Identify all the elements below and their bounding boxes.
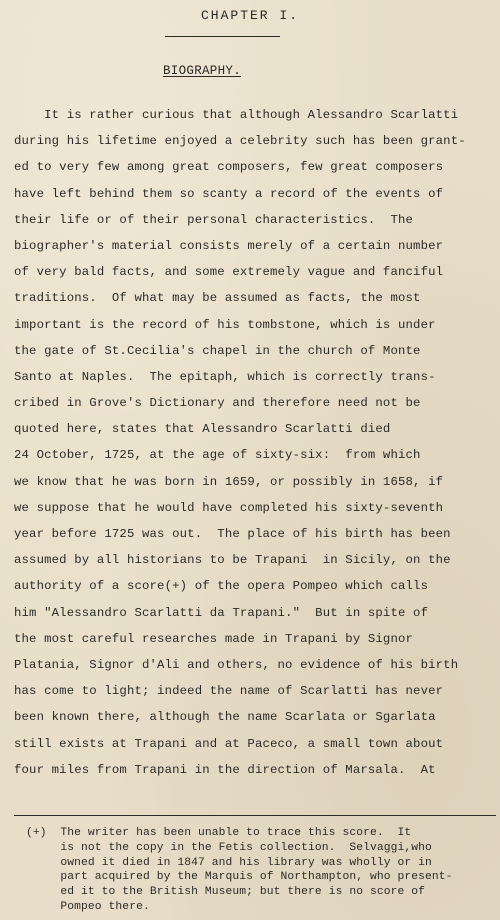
body-line: the most careful researches made in Trapani by Signor <box>14 631 414 646</box>
body-line: we suppose that he would have completed his sixty-seventh <box>14 500 444 515</box>
body-line: ed to very few among great composers, few great composers <box>14 160 444 175</box>
body-line: cribed in Grove's Dictionary and therefore need not be <box>14 396 421 411</box>
body-line: biographer's material consists merely of a certain number <box>14 238 444 253</box>
body-line: Santo at Naples. The epitaph, which is correctly trans- <box>14 369 436 384</box>
chapter-heading: CHAPTER I. <box>200 8 299 23</box>
footnote-divider <box>14 815 496 816</box>
section-title: BIOGRAPHY. <box>163 64 242 78</box>
footnote-line: is not the copy in the Fetis collection. Selvaggi,who <box>26 841 432 854</box>
footnote-line: part acquired by the Marquis of Northampton, who present- <box>26 871 453 884</box>
body-line: 24 October, 1725, at the age of sixty-six: from which <box>14 448 421 463</box>
body-line: still exists at Trapani and at Paceco, a small town about <box>14 736 444 751</box>
body-line: their life or of their personal characteristics. The <box>14 212 414 227</box>
footnote <box>26 826 496 915</box>
footnote-line: Pompeo there. <box>26 900 150 913</box>
body-line: four miles from Trapani in the direction of Marsala. At <box>14 762 436 777</box>
body-line: assumed by all historians to be Trapani in Sicily, on the <box>14 553 451 568</box>
body-line: has come to light; indeed the name of Scarlatti has never <box>14 684 444 699</box>
body-paragraph <box>14 102 494 783</box>
body-line: during his lifetime enjoyed a celebrity such has been grant- <box>14 134 466 149</box>
body-line: important is the record of his tombstone, which is under <box>14 317 436 332</box>
body-line: Platania, Signor d'Ali and others, no evidence of his birth <box>14 657 459 672</box>
body-line: It is rather curious that although Alessandro Scarlatti <box>14 108 459 122</box>
footnote-line: owned it died in 1847 and his library was wholly or in <box>26 856 432 869</box>
body-line: been known there, although the name Scarlata or Sgarlata <box>14 710 436 725</box>
body-line: traditions. Of what may be assumed as facts, the most <box>14 291 421 306</box>
footnote-line: ed it to the British Museum; but there is no score of <box>26 886 425 899</box>
chapter-underline-divider <box>165 36 280 37</box>
body-line: the gate of St.Cecilia's chapel in the church of Monte <box>14 343 421 358</box>
body-line: of very bald facts, and some extremely vague and fanciful <box>14 265 444 280</box>
body-line: him "Alessandro Scarlatti da Trapani." But in spite of <box>14 605 429 620</box>
footnote-line: (+) The writer has been unable to trace this score. It <box>26 827 412 839</box>
body-line: quoted here, states that Alessandro Scarlatti died <box>14 422 391 437</box>
body-line: have left behind them so scanty a record of the events of <box>14 186 444 201</box>
body-line: year before 1725 was out. The place of his birth has been <box>14 527 451 541</box>
body-line: we know that he was born in 1659, or possibly in 1658, if <box>14 474 444 489</box>
body-line: authority of a score(+) of the opera Pompeo which calls <box>14 579 429 594</box>
